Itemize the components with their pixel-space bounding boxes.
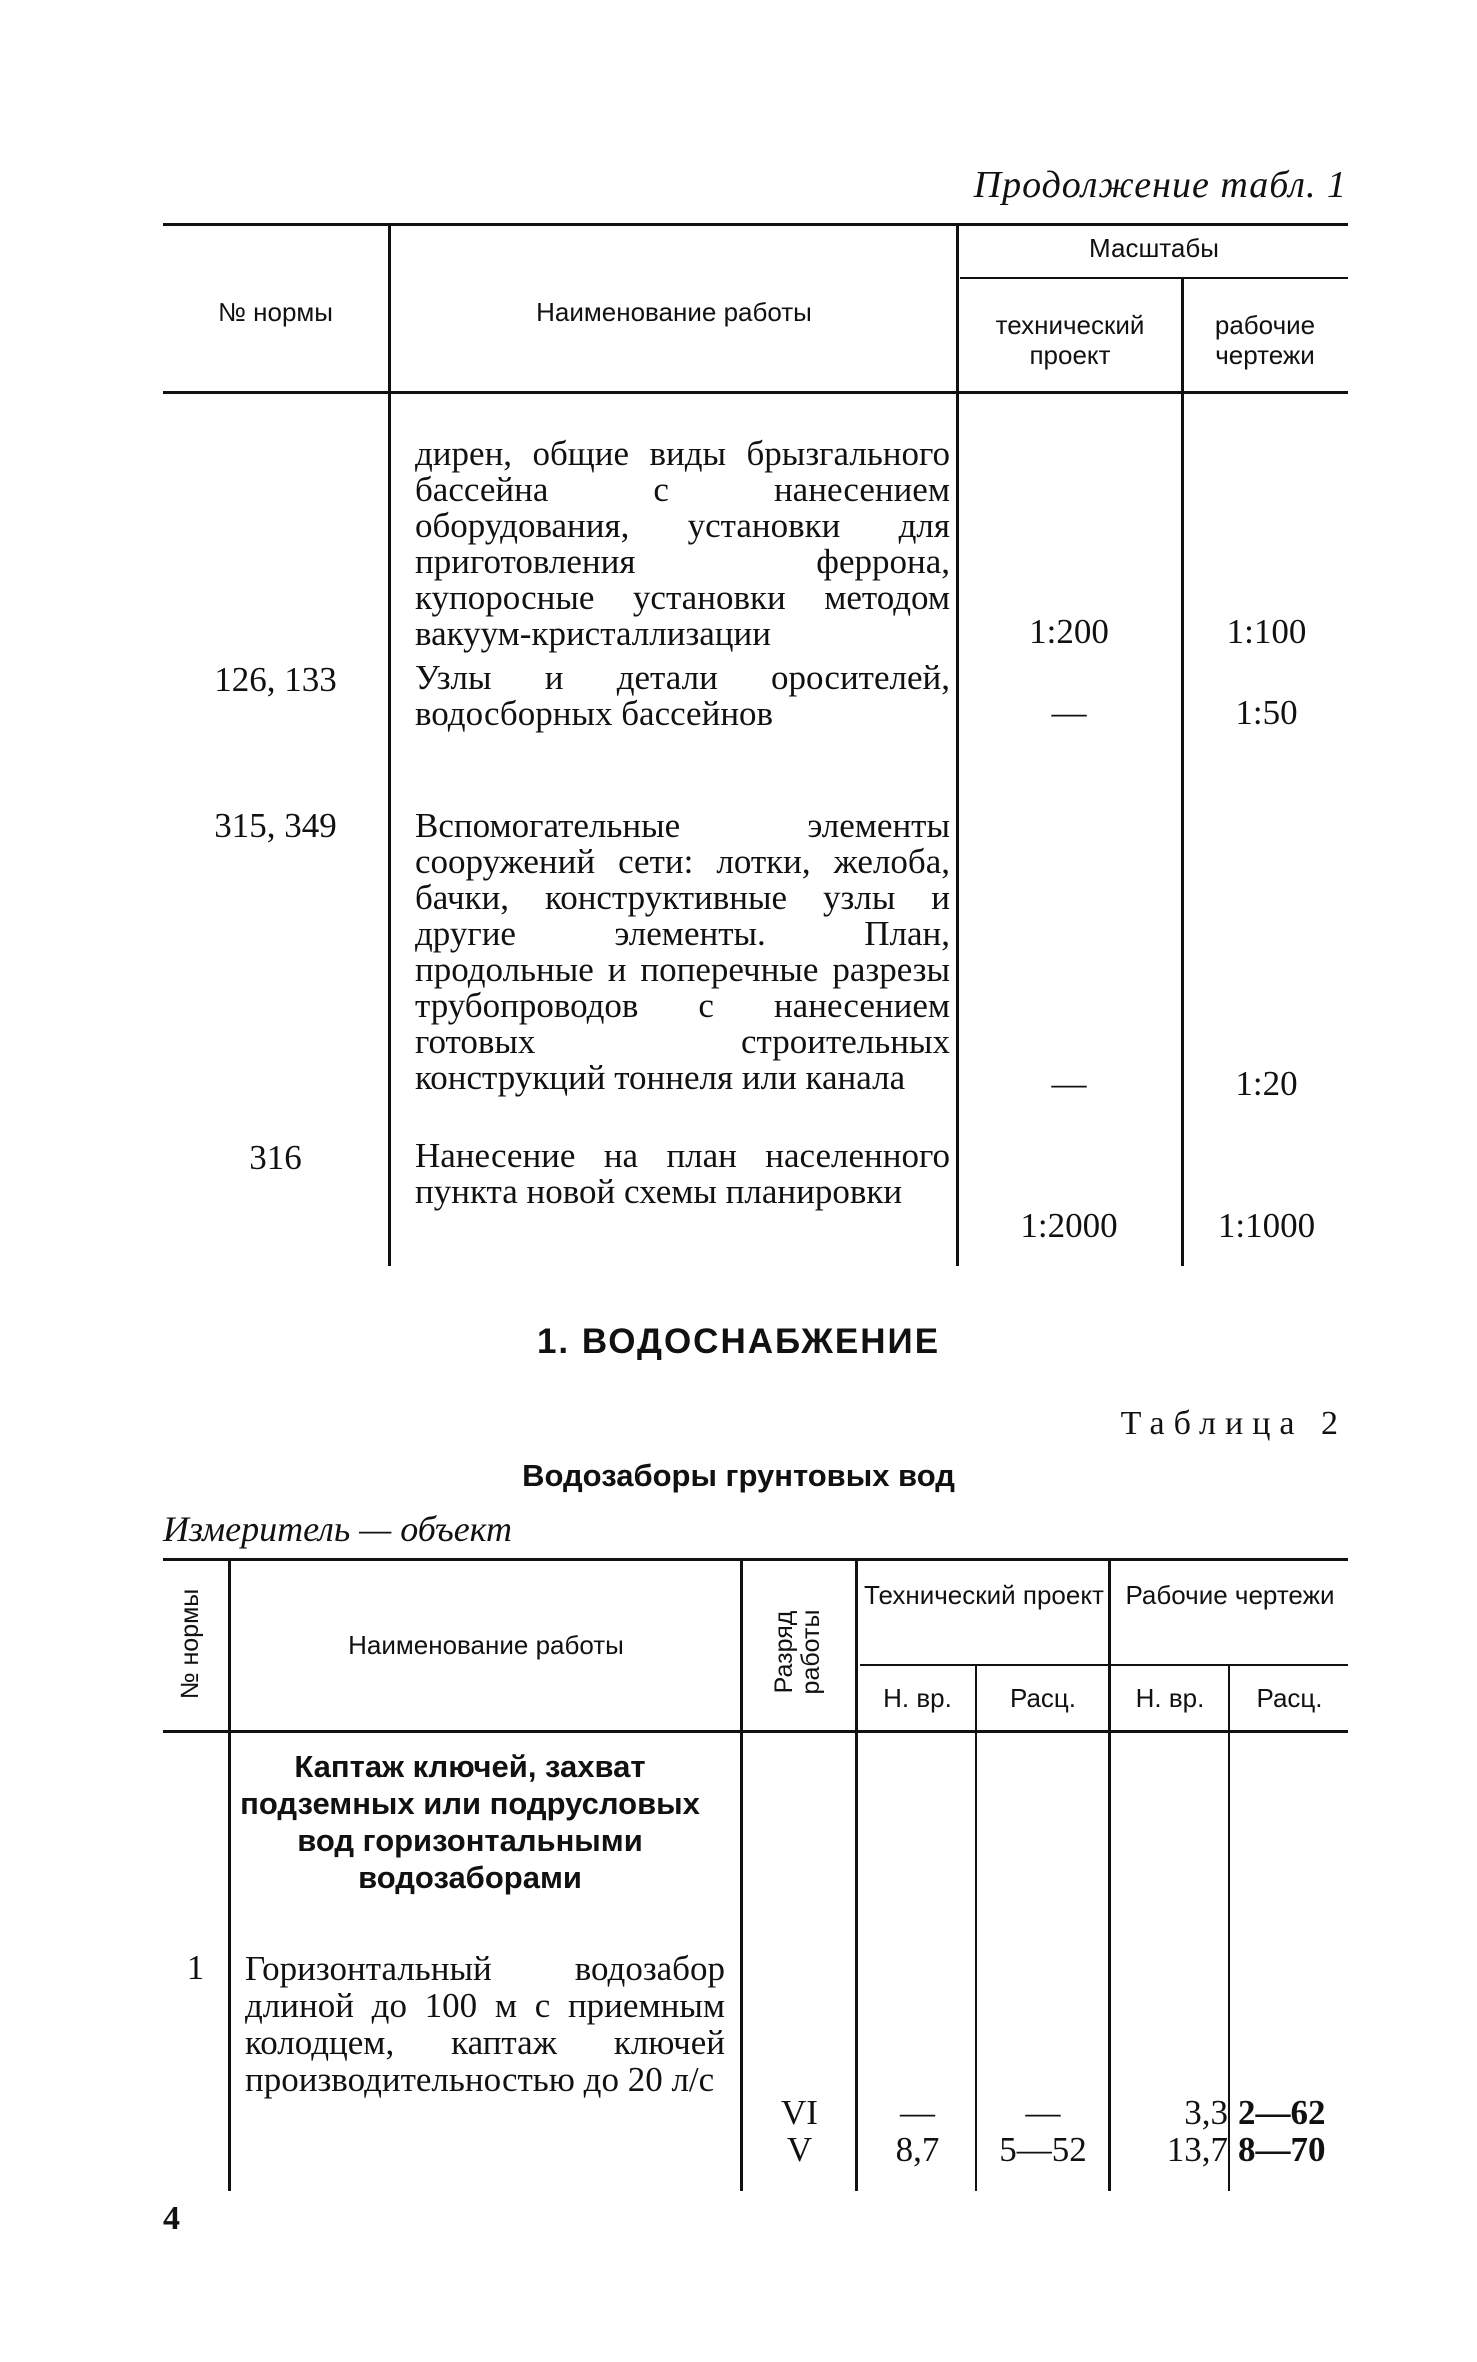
table2-vline-6 (1228, 1666, 1230, 2191)
table2-caption: Таблица 2 (1120, 1405, 1347, 1442)
table1-row-2-work: 1:20 (1235, 1064, 1298, 1103)
table2-group-rule (860, 1664, 1348, 1666)
table2-vline-2 (740, 1561, 743, 2191)
table1-header-scales: Масштабы (1089, 233, 1219, 263)
table1-vline-1 (388, 226, 391, 1266)
table1-row-2-tech: — (1051, 1064, 1087, 1103)
table2-header-rank: Разряд работы (770, 1609, 825, 1695)
table2-row-text: Горизонтальный водозабор длиной до 100 м с приемным колодцем, каптаж ключей производительностью до 20 л/с (245, 1949, 725, 2099)
measure-label: Измеритель — объект (163, 1509, 513, 1549)
table1-header-rule (163, 391, 1348, 394)
page-number: 4 (163, 2200, 180, 2237)
table1-top-rule (163, 223, 1348, 226)
table1-row-1-work: 1:50 (1235, 693, 1298, 732)
table2-work-hvr-0: 3,3 (1184, 2093, 1228, 2132)
table1-vline-2 (956, 226, 959, 1266)
table1-row-3-tech: 1:2000 (1020, 1206, 1118, 1245)
table2-vline-3 (855, 1561, 858, 2191)
table2-vline-4 (975, 1666, 977, 2191)
table2-tech-hvr-0: — (900, 2093, 935, 2132)
table1-header-tech: технический проект (995, 310, 1145, 370)
table2-tech-rasc-1: 5—52 (999, 2130, 1087, 2169)
table1-row-3-text: Нанесение на план населенного пункта новой схемы планировки (415, 1136, 950, 1211)
table1-row-0-work: 1:100 (1226, 612, 1307, 651)
table2-row-num: 1 (186, 1948, 205, 1987)
table1-row-2-num: 315, 349 (214, 806, 337, 845)
table1-row-1-text: Узлы и детали оросителей, водосборных бассейнов (415, 658, 950, 733)
table2-subtitle: Каптаж ключей, захват подземных или подрусловых вод горизонтальными водозаборами (240, 1749, 700, 1895)
table2-header-rule (163, 1730, 1348, 1733)
table2-work-rasc-0: 2—62 (1238, 2093, 1326, 2132)
table2-header-work-rasc: Расц. (1256, 1683, 1323, 1713)
table2-work-rasc-1: 8—70 (1238, 2130, 1326, 2169)
table2-top-rule (163, 1558, 1348, 1561)
table1-header-num: № нормы (218, 297, 333, 327)
table1-header-work: рабочие чертежи (1214, 310, 1316, 370)
table1-vline-3 (1181, 279, 1184, 1266)
table2-title: Водозаборы грунтовых вод (522, 1458, 955, 1493)
table2-header-tech-rasc: Расц. (1009, 1683, 1077, 1713)
table2-rank-0: VI (781, 2093, 818, 2132)
table1-row-0-tech: 1:200 (1029, 612, 1109, 651)
continuation-label: Продолжение табл. 1 (973, 164, 1347, 206)
table2-header-name: Наименование работы (348, 1630, 624, 1660)
table2-header-num: № нормы (176, 1588, 204, 1700)
section-title: 1. ВОДОСНАБЖЕНИЕ (536, 1322, 941, 1361)
table1-row-1-num: 126, 133 (214, 660, 337, 699)
table1-row-3-num: 316 (249, 1138, 302, 1177)
table1-row-3-work: 1:1000 (1217, 1206, 1316, 1245)
table2-header-tech: Технический проект (864, 1580, 1104, 1610)
table2-header-work-hvr: Н. вр. (1135, 1683, 1205, 1713)
table2-vline-5 (1108, 1561, 1111, 2191)
table2-tech-hvr-1: 8,7 (895, 2130, 940, 2169)
table2-header-tech-hvr: Н. вр. (883, 1683, 952, 1713)
table1-scales-rule (960, 277, 1348, 279)
table2-rank-1: V (786, 2130, 813, 2169)
table1-row-0-text: дирен, общие виды брызгального бассейна с нанесением оборудования, установки для приготовления феррона, купоросные установки методом вакуум-кристаллизации (415, 434, 950, 653)
table2-work-hvr-1: 13,7 (1166, 2130, 1228, 2169)
table2-tech-rasc-0: — (1025, 2093, 1061, 2132)
table1-row-1-tech: — (1051, 693, 1087, 732)
table1-header-name: Наименование работы (536, 297, 812, 327)
table1-row-2-text: Вспомогательные элементы сооружений сети: лотки, желоба, бачки, конструктивные узлы и другие элементы. План, продольные и поперечные разрезы трубопроводов с нанесением готовых строительных конструкций тоннеля или канала (415, 806, 950, 1097)
table2-header-work: Рабочие чертежи (1125, 1580, 1335, 1610)
